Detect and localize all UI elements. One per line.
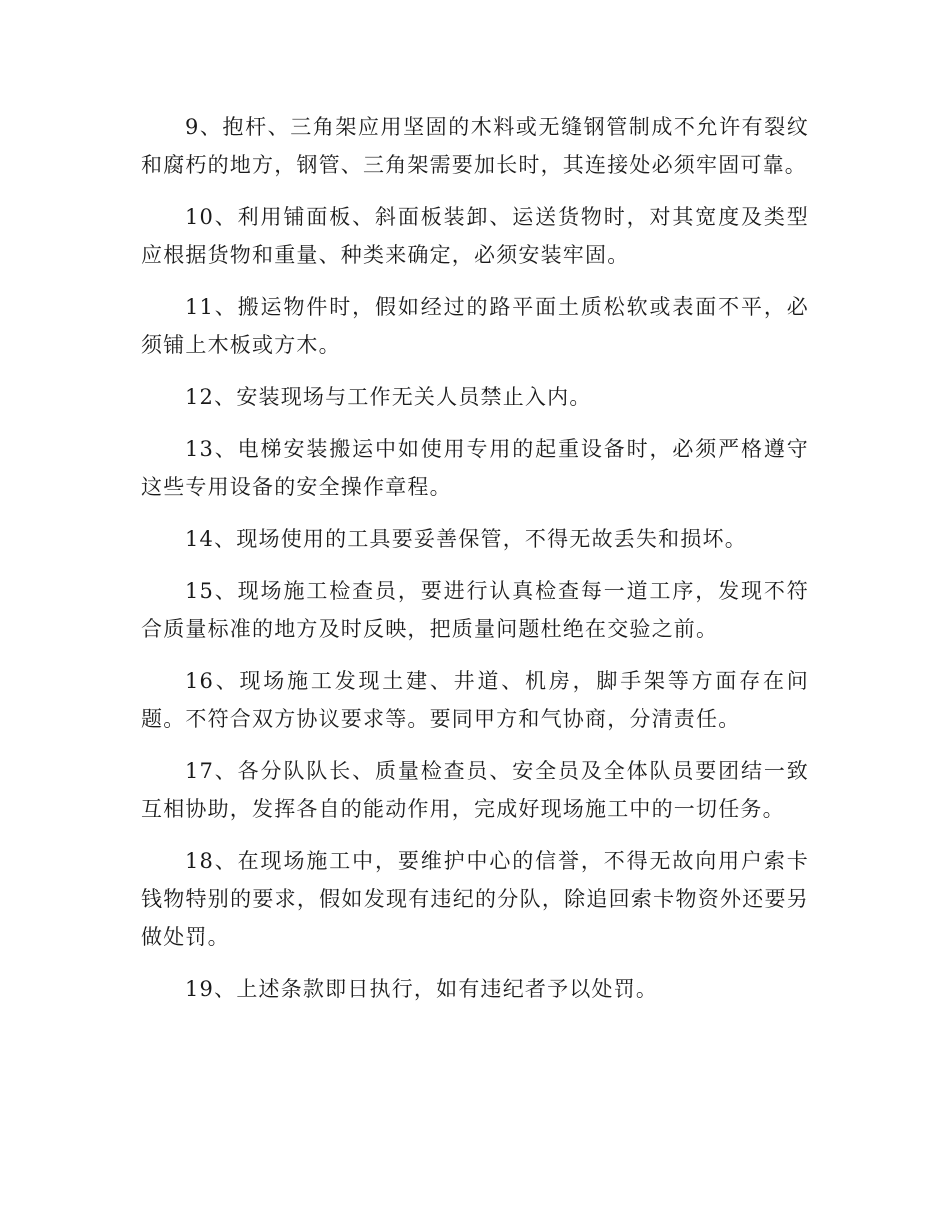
paragraph-item-16: 16、现场施工发现土建、井道、机房，脚手架等方面存在问题。不符合双方协议要求等。要同甲方和气协商，分清责任。 — [141, 669, 809, 731]
paragraph-item-18: 18、在现场施工中，要维护中心的信誉，不得无故向用户索卡钱物特别的要求，假如发现有违纪的分队，除追回索卡物资外还要另做处罚。 — [141, 849, 809, 949]
paragraph-item-17: 17、各分队队长、质量检查员、安全员及全体队员要团结一致互相协助，发挥各自的能动作用，完成好现场施工中的一切任务。 — [141, 759, 809, 821]
paragraph-item-13: 13、电梯安装搬运中如使用专用的起重设备时，必须严格遵守这些专用设备的安全操作章程。 — [141, 437, 809, 499]
document-body — [141, 108, 809, 1022]
paragraph-item-14: 14、现场使用的工具要妥善保管，不得无故丢失和损坏。 — [185, 527, 747, 551]
paragraph-item-9: 9、抱杆、三角架应用坚固的木料或无缝钢管制成不允许有裂纹和腐朽的地方，钢管、三角架需要加长时，其连接处必须牢固可靠。 — [141, 115, 809, 177]
paragraph-item-11: 11、搬运物件时，假如经过的路平面土质松软或表面不平，必须铺上木板或方木。 — [141, 295, 809, 357]
paragraph-item-10: 10、利用铺面板、斜面板装卸、运送货物时，对其宽度及类型应根据货物和重量、种类来确定，必须安装牢固。 — [141, 205, 809, 267]
paragraph-item-15: 15、现场施工检查员，要进行认真检查每一道工序，发现不符合质量标准的地方及时反映，把质量问题杜绝在交验之前。 — [141, 579, 809, 641]
paragraph-item-12: 12、安装现场与工作无关人员禁止入内。 — [185, 385, 592, 409]
paragraph-item-19: 19、上述条款即日执行，如有违纪者予以处罚。 — [185, 977, 659, 1001]
